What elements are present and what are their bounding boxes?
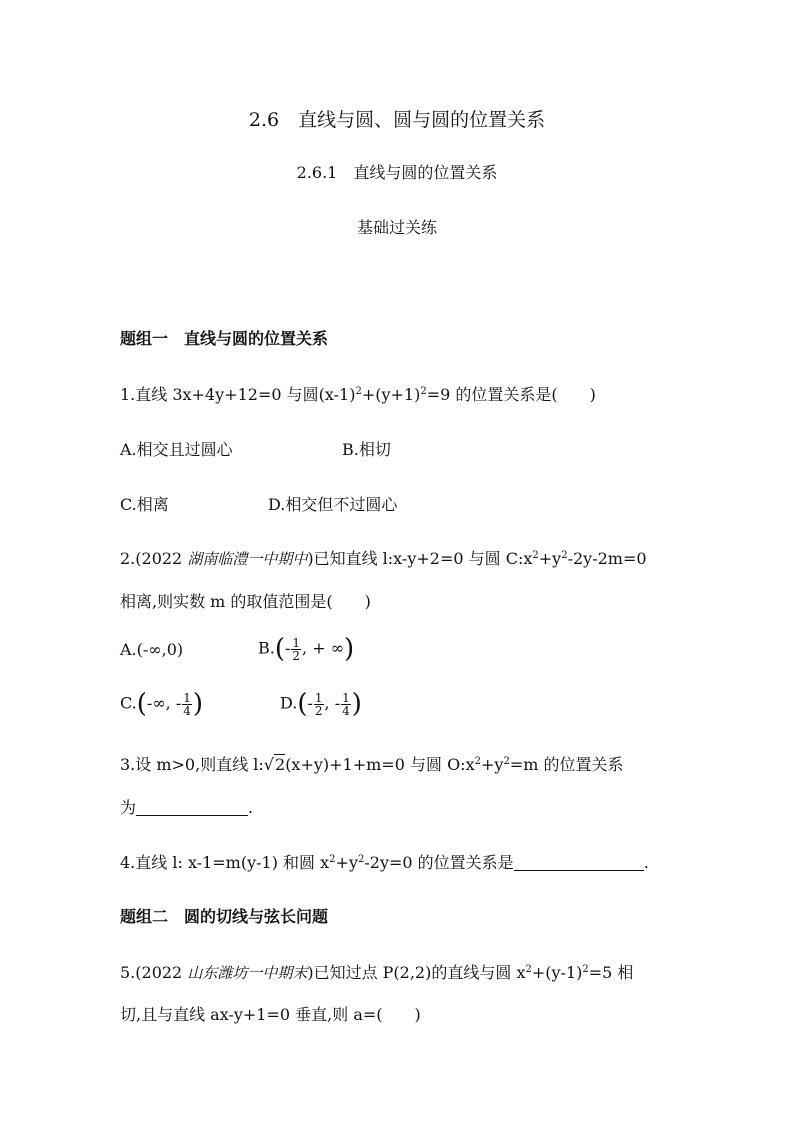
question-2-option-a: A.(-∞,0) bbox=[120, 640, 184, 659]
question-3-line-2: 为 . bbox=[120, 798, 254, 817]
sqrt-symbol: √ bbox=[263, 755, 274, 774]
question-5-source: 山东潍坊一中期末 bbox=[187, 964, 308, 982]
question-2-option-d: D.(- $\frac{1}{2}$ , - $\frac{1}{4}$ ) bbox=[280, 689, 362, 719]
answer-blank[interactable] bbox=[136, 799, 248, 816]
practice-title: 基础过关练 bbox=[356, 218, 437, 237]
subsection-title: 2.6.1 直线与圆的位置关系 bbox=[296, 163, 498, 182]
answer-blank[interactable] bbox=[514, 854, 644, 871]
question-5-line-2: 切,且与直线 ax-y+1=0 垂直,则 a=( ) bbox=[120, 1005, 421, 1024]
question-1-option-b: B.相切 bbox=[342, 440, 391, 459]
question-2-line-2: 相离,则实数 m 的取值范围是( ) bbox=[120, 592, 371, 611]
question-1-option-d: D.相交但不过圆心 bbox=[268, 495, 398, 514]
fraction: $\frac{1}{2}$ bbox=[292, 635, 301, 663]
fraction: $\frac{1}{2}$ bbox=[314, 690, 323, 718]
question-5: 5.(2022 山东潍坊一中期末)已知过点 P(2,2)的直线与圆 $x^2+(y-1)^2=5$ 相 bbox=[120, 963, 634, 982]
question-3: 3.设 m>0,则直线 l:√2(x+y)+1+m=0 与圆 $O:x^2+y^2=m$ 的位置关系 bbox=[120, 755, 624, 774]
section-title: 2.6 直线与圆、圆与圆的位置关系 bbox=[248, 109, 546, 131]
question-2-option-b: B.(- $\frac{1}{2}$ , + ∞) bbox=[258, 634, 355, 664]
fraction: $\frac{1}{4}$ bbox=[183, 690, 191, 718]
question-1: 1.直线 3x+4y+12=0 与圆$(x-1)^2+(y+1)^2=9$ 的位置关系是( ) bbox=[120, 385, 596, 404]
question-2-source: 湖南临澧一中期中 bbox=[187, 550, 308, 568]
group-two-heading: 题组二 圆的切线与弦长问题 bbox=[120, 907, 329, 926]
question-2-option-c: C.(-∞, - $\frac{1}{4}$ ) bbox=[120, 689, 204, 719]
question-1-option-a: A.相交且过圆心 bbox=[120, 440, 233, 459]
group-one-heading: 题组一 直线与圆的位置关系 bbox=[120, 329, 329, 348]
question-2: 2.(2022 湖南临澧一中期中)已知直线 l:x-y+2=0 与圆 $C:x^2+y^2-2y-2m=0$ bbox=[120, 549, 647, 568]
question-4: 4.直线 l: x-1=m(y-1) 和圆 $x^2+y^2-2y=0$ 的位置关系是 . bbox=[120, 853, 649, 872]
question-1-option-c: C.相离 bbox=[120, 495, 169, 514]
fraction: $\frac{1}{4}$ bbox=[342, 690, 350, 718]
